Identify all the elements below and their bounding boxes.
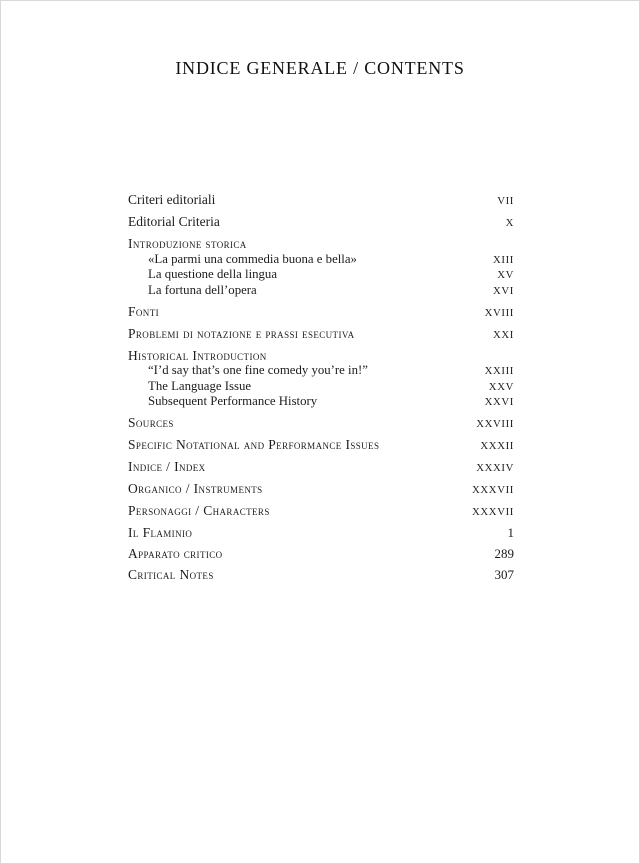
toc-entry-page: X bbox=[505, 217, 514, 229]
toc-row bbox=[128, 267, 514, 283]
toc-row bbox=[128, 327, 514, 343]
toc-entry-label: Problemi di notazione e prassi esecutiva bbox=[128, 325, 355, 341]
toc-entry-page: XXXIV bbox=[476, 462, 514, 474]
toc-row bbox=[128, 379, 514, 395]
toc-entry-page: XXXVII bbox=[472, 484, 514, 496]
toc-row bbox=[128, 438, 514, 454]
toc-row bbox=[128, 363, 514, 379]
toc-entry-label: La questione della lingua bbox=[148, 267, 277, 281]
toc-row bbox=[128, 568, 514, 583]
toc-row bbox=[128, 193, 514, 209]
toc-row bbox=[128, 349, 514, 364]
toc-row bbox=[128, 305, 514, 321]
toc-row bbox=[128, 482, 514, 498]
page-title: INDICE GENERALE / CONTENTS bbox=[175, 58, 465, 78]
toc-entry-page: XVI bbox=[493, 284, 514, 297]
toc-entry-page: 289 bbox=[494, 546, 514, 561]
toc-entry-page: XV bbox=[497, 269, 514, 281]
toc-row bbox=[128, 252, 514, 268]
toc-row bbox=[128, 504, 514, 520]
toc-entry-label: Criteri editoriali bbox=[128, 192, 216, 207]
toc-entry-page: XXI bbox=[493, 328, 514, 341]
toc-entry-label: Fonti bbox=[128, 303, 160, 319]
toc-entry-page: XXVIII bbox=[476, 418, 514, 430]
toc-entry-label: Sources bbox=[128, 415, 174, 430]
toc-entry-label: Apparato critico bbox=[128, 546, 223, 561]
toc-entry-label: La fortuna dell’opera bbox=[148, 282, 257, 297]
toc-entry-page: 1 bbox=[507, 525, 514, 540]
toc-entry-label: The Language Issue bbox=[148, 378, 252, 393]
table-of-contents bbox=[128, 193, 514, 583]
toc-row bbox=[128, 460, 514, 476]
toc-row bbox=[128, 394, 514, 410]
toc-entry-page: XXXII bbox=[480, 440, 514, 452]
toc-entry-label: Organico / Instruments bbox=[128, 481, 263, 496]
toc-entry-page: XXIII bbox=[484, 365, 514, 377]
toc-row bbox=[128, 215, 514, 231]
toc-row bbox=[128, 526, 514, 541]
toc-entry-page: XXV bbox=[488, 380, 514, 393]
toc-entry-page: XXVI bbox=[484, 396, 514, 408]
toc-entry-page: XVIII bbox=[484, 306, 514, 319]
toc-entry-label: “I’d say that’s one fine comedy you’re in!” bbox=[148, 363, 368, 377]
toc-entry-label: Specific Notational and Performance Issues bbox=[128, 437, 380, 452]
toc-entry-label: Il Flaminio bbox=[128, 525, 193, 540]
toc-row bbox=[128, 283, 514, 299]
toc-entry-page: XIII bbox=[493, 253, 514, 266]
toc-entry-page: XXXVII bbox=[472, 506, 514, 518]
toc-entry-label: Historical Introduction bbox=[128, 347, 267, 363]
toc-row bbox=[128, 416, 514, 432]
toc-entry-label: Editorial Criteria bbox=[128, 214, 220, 229]
toc-entry-label: Critical Notes bbox=[128, 567, 214, 582]
toc-entry-label: Indice / Index bbox=[128, 459, 206, 474]
toc-entry-page: VII bbox=[497, 195, 514, 207]
toc-entry-label: Subsequent Performance History bbox=[148, 394, 318, 408]
toc-entry-page: 307 bbox=[494, 567, 514, 582]
toc-row bbox=[128, 237, 514, 252]
toc-row bbox=[128, 547, 514, 562]
toc-entry-label: Introduzione storica bbox=[128, 236, 247, 251]
toc-entry-label: Personaggi / Characters bbox=[128, 503, 270, 518]
toc-entry-label: «La parmi una commedia buona e bella» bbox=[148, 251, 357, 266]
